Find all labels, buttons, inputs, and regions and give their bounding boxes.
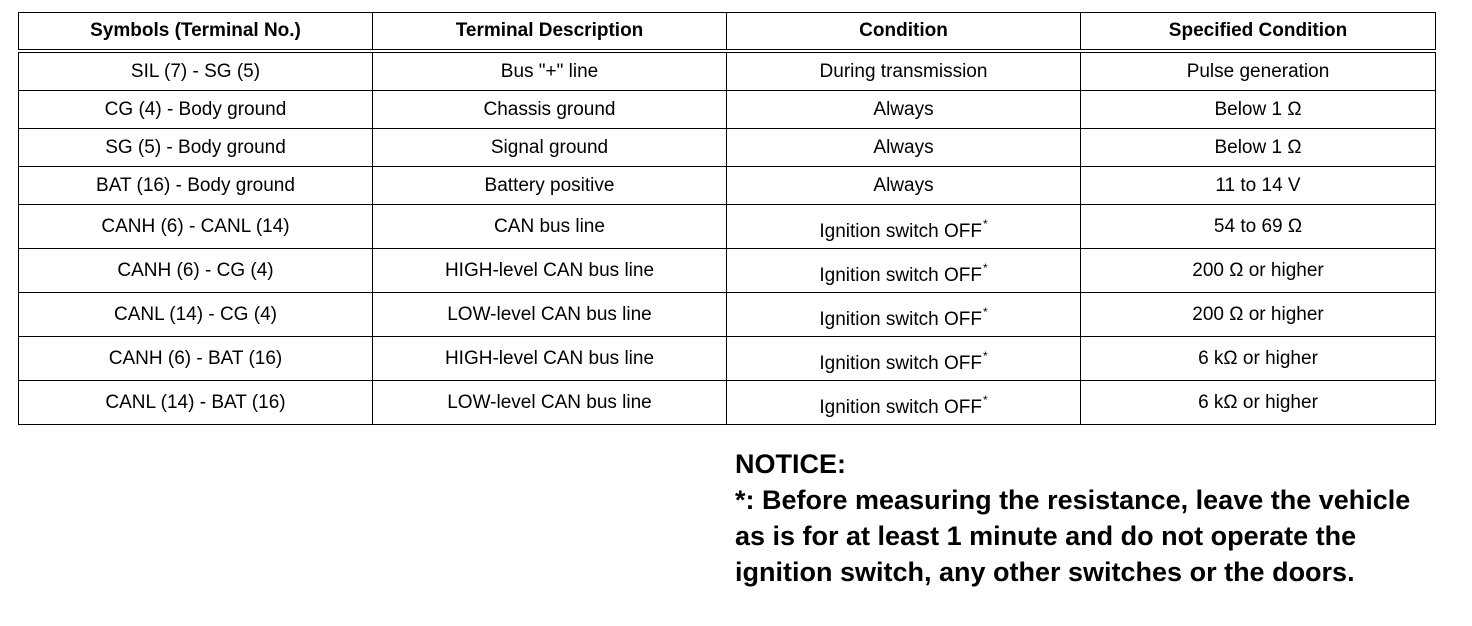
notice-block xyxy=(735,446,1435,590)
cell-condition xyxy=(727,167,1081,205)
cell-specified: Pulse generation xyxy=(1081,51,1436,91)
footnote-mark: * xyxy=(982,304,988,319)
table-row xyxy=(19,381,1436,425)
condition-text: Always xyxy=(873,98,934,120)
cell-symbols: BAT (16) - Body ground xyxy=(19,167,373,205)
cell-specified: 6 kΩ or higher xyxy=(1081,381,1436,425)
cell-specified: 200 Ω or higher xyxy=(1081,249,1436,293)
cell-symbols: CANL (14) - BAT (16) xyxy=(19,381,373,425)
cell-symbols: CANH (6) - CG (4) xyxy=(19,249,373,293)
cell-symbols: SG (5) - Body ground xyxy=(19,129,373,167)
cell-description: Chassis ground xyxy=(373,91,727,129)
terminal-spec-table xyxy=(18,12,1436,425)
cell-description: Bus "+" line xyxy=(373,51,727,91)
condition-text: Ignition switch OFF xyxy=(819,308,982,330)
table-row xyxy=(19,205,1436,249)
cell-condition xyxy=(727,51,1081,91)
footnote-mark: * xyxy=(982,348,988,363)
cell-specified: 6 kΩ or higher xyxy=(1081,337,1436,381)
table-row xyxy=(19,293,1436,337)
condition-text: Always xyxy=(873,136,934,158)
notice-text: *: Before measuring the resistance, leave the vehicle as is for at least 1 minute and do not operate the ignition switch, any other switches or the doors. xyxy=(735,485,1411,587)
cell-description: LOW-level CAN bus line xyxy=(373,293,727,337)
condition-text: Ignition switch OFF xyxy=(819,220,982,242)
table-row xyxy=(19,129,1436,167)
cell-description: Battery positive xyxy=(373,167,727,205)
condition-text: Ignition switch OFF xyxy=(819,352,982,374)
cell-specified: 54 to 69 Ω xyxy=(1081,205,1436,249)
cell-condition xyxy=(727,91,1081,129)
condition-text: Ignition switch OFF xyxy=(819,264,982,286)
cell-specified: 200 Ω or higher xyxy=(1081,293,1436,337)
table-row xyxy=(19,337,1436,381)
cell-symbols: CANL (14) - CG (4) xyxy=(19,293,373,337)
cell-description: LOW-level CAN bus line xyxy=(373,381,727,425)
cell-symbols: CANH (6) - CANL (14) xyxy=(19,205,373,249)
cell-condition xyxy=(727,249,1081,293)
cell-description: Signal ground xyxy=(373,129,727,167)
condition-text: During transmission xyxy=(819,60,988,82)
footnote-mark: * xyxy=(982,260,988,275)
cell-specified: Below 1 Ω xyxy=(1081,91,1436,129)
header-condition: Condition xyxy=(727,13,1081,52)
cell-description: HIGH-level CAN bus line xyxy=(373,249,727,293)
cell-condition xyxy=(727,205,1081,249)
cell-condition xyxy=(727,293,1081,337)
cell-specified: Below 1 Ω xyxy=(1081,129,1436,167)
header-symbols: Symbols (Terminal No.) xyxy=(19,13,373,52)
table-row xyxy=(19,91,1436,129)
table-row xyxy=(19,51,1436,91)
cell-condition xyxy=(727,381,1081,425)
cell-condition xyxy=(727,337,1081,381)
cell-specified: 11 to 14 V xyxy=(1081,167,1436,205)
cell-symbols: CANH (6) - BAT (16) xyxy=(19,337,373,381)
footnote-mark: * xyxy=(982,392,988,407)
condition-text: Always xyxy=(873,174,934,196)
cell-description: CAN bus line xyxy=(373,205,727,249)
cell-description: HIGH-level CAN bus line xyxy=(373,337,727,381)
condition-text: Ignition switch OFF xyxy=(819,396,982,418)
table-header-row xyxy=(19,13,1436,52)
header-terminal-description: Terminal Description xyxy=(373,13,727,52)
notice-title: NOTICE: xyxy=(735,449,846,479)
table-row xyxy=(19,249,1436,293)
table-row xyxy=(19,167,1436,205)
cell-condition xyxy=(727,129,1081,167)
footnote-mark: * xyxy=(982,216,988,231)
cell-symbols: SIL (7) - SG (5) xyxy=(19,51,373,91)
header-specified-condition: Specified Condition xyxy=(1081,13,1436,52)
cell-symbols: CG (4) - Body ground xyxy=(19,91,373,129)
